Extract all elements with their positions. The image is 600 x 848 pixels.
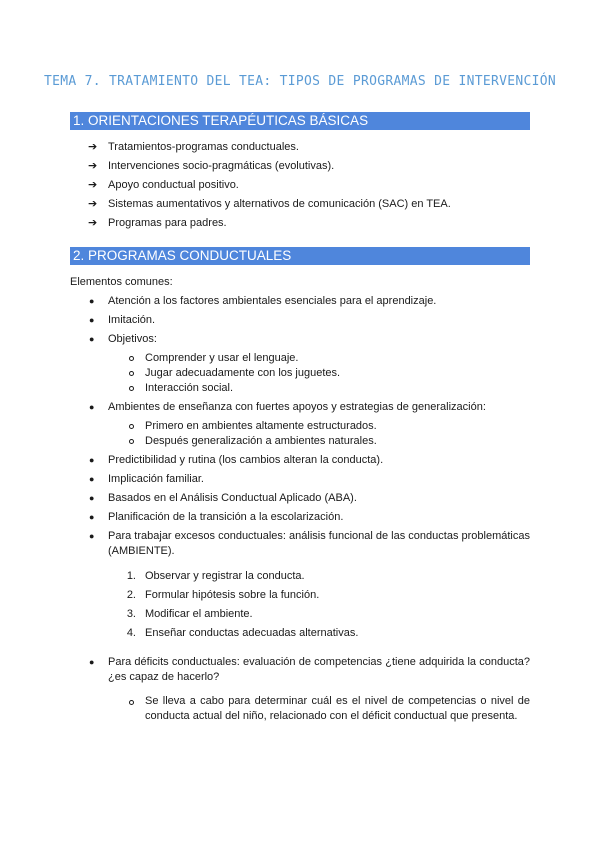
list-item: Basados en el Análisis Conductual Aplicado (ABA).	[108, 492, 357, 504]
sub-list-item: Interacción social.	[145, 382, 234, 394]
list-item-wrapped: Para déficits conductuales: evaluación de competencias ¿tiene adquirida la conducta? ¿es capaz de hacerlo?	[108, 656, 530, 683]
list-item: Intervenciones socio-pragmáticas (evolutivas).	[108, 160, 335, 172]
list-item: Planificación de la transición a la escolarización.	[108, 511, 344, 523]
bullet-icon: ●	[89, 493, 95, 503]
circle-bullet-icon	[129, 424, 134, 429]
bullet-icon: ●	[89, 474, 95, 484]
bullet-icon: ●	[89, 455, 95, 465]
circle-bullet-icon	[129, 439, 134, 444]
section-heading-2: 2. PROGRAMAS CONDUCTUALES	[70, 247, 530, 265]
circle-bullet-icon	[129, 356, 134, 361]
sub-list-item: Primero en ambientes altamente estructurados.	[145, 420, 377, 432]
step-number: 1.	[126, 570, 136, 582]
arrow-icon: ➔	[88, 179, 98, 191]
list-item: Tratamientos-programas conductuales.	[108, 141, 299, 153]
circle-bullet-icon	[129, 700, 134, 705]
step-item: Enseñar conductas adecuadas alternativas.	[145, 627, 359, 639]
sub-list-item: Jugar adecuadamente con los juguetes.	[145, 367, 341, 379]
bullet-icon: ●	[89, 315, 95, 325]
arrow-icon: ➔	[88, 198, 98, 210]
step-item: Observar y registrar la conducta.	[145, 570, 305, 582]
list-item: Objetivos:	[108, 333, 157, 345]
sub-list-item-wrapped: Se lleva a cabo para determinar cuál es el nivel de competencias o nivel de conducta actual del niño, relacionado con el déficit conductual que presenta.	[145, 695, 530, 722]
bullet-icon: ●	[89, 334, 95, 344]
list-item: Sistemas aumentativos y alternativos de comunicación (SAC) en TEA.	[108, 198, 451, 210]
bullet-icon: ●	[89, 531, 95, 541]
step-number: 4.	[126, 627, 136, 639]
step-number: 2.	[126, 589, 136, 601]
bullet-icon: ●	[89, 512, 95, 522]
arrow-icon: ➔	[88, 160, 98, 172]
list-item: Implicación familiar.	[108, 473, 204, 485]
arrow-icon: ➔	[88, 217, 98, 229]
document-title: TEMA 7. TRATAMIENTO DEL TEA: TIPOS DE PROGRAMAS DE INTERVENCIÓN	[44, 74, 556, 89]
bullet-icon: ●	[89, 296, 95, 306]
step-item: Modificar el ambiente.	[145, 608, 253, 620]
list-item: Programas para padres.	[108, 217, 227, 229]
list-item: Ambientes de enseñanza con fuertes apoyos y estrategias de generalización:	[108, 401, 486, 413]
list-item-wrapped: Para trabajar excesos conductuales: análisis funcional de las conductas problemáticas (AMBIENTE).	[108, 530, 530, 557]
section-heading-1: 1. ORIENTACIONES TERAPÉUTICAS BÁSICAS	[70, 112, 530, 130]
bullet-icon: ●	[89, 657, 95, 667]
step-number: 3.	[126, 608, 136, 620]
section-intro: Elementos comunes:	[70, 276, 173, 288]
sub-list-item: Después generalización a ambientes naturales.	[145, 435, 377, 447]
arrow-icon: ➔	[88, 141, 98, 153]
sub-list-item: Comprender y usar el lenguaje.	[145, 352, 299, 364]
list-item: Apoyo conductual positivo.	[108, 179, 239, 191]
list-item: Atención a los factores ambientales esenciales para el aprendizaje.	[108, 295, 437, 307]
list-item: Predictibilidad y rutina (los cambios alteran la conducta).	[108, 454, 384, 466]
circle-bullet-icon	[129, 386, 134, 391]
bullet-icon: ●	[89, 402, 95, 412]
step-item: Formular hipótesis sobre la función.	[145, 589, 320, 601]
circle-bullet-icon	[129, 371, 134, 376]
list-item: Imitación.	[108, 314, 156, 326]
